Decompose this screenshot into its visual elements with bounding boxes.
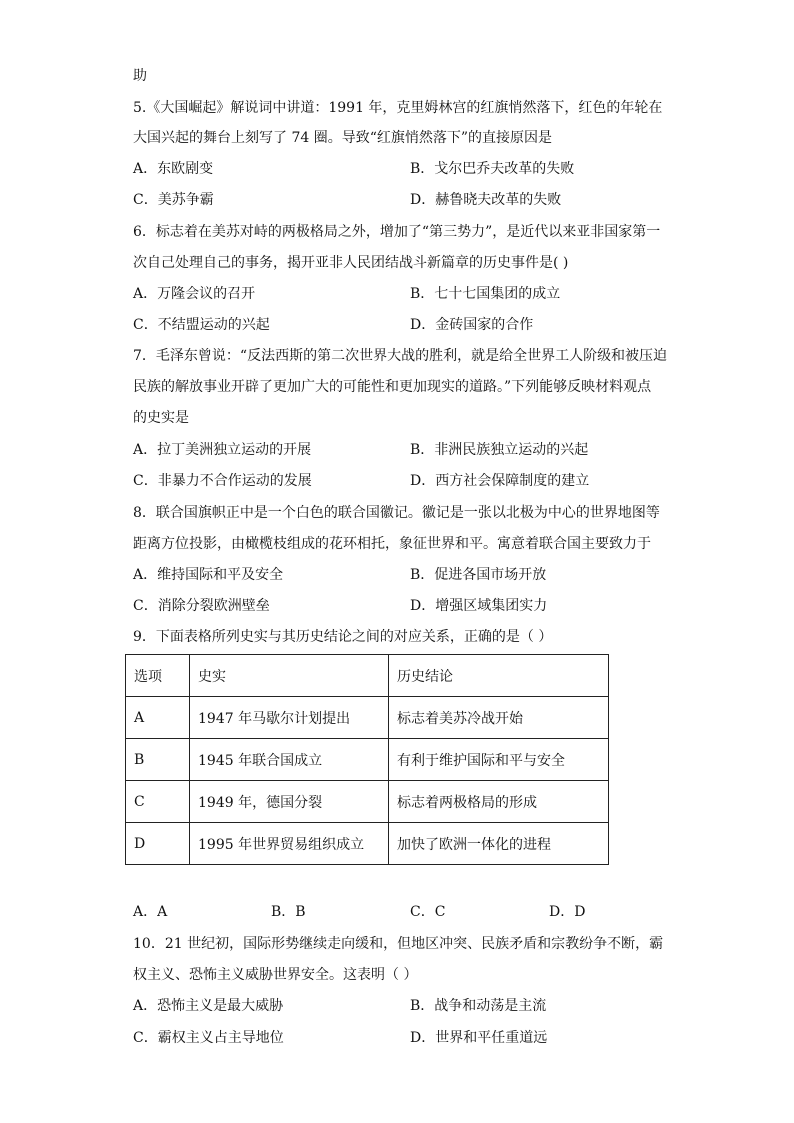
- q8-option-b: B．促进各国市场开放: [410, 567, 547, 583]
- q5-options-row1: [133, 159, 575, 179]
- q7-stem-line2: 民族的解放事业开辟了更加广大的可能性和更加现实的道路。”下列能够反映材料观点: [133, 379, 652, 395]
- q8-option-d: D．增强区域集团实力: [410, 598, 548, 614]
- q10-option-c: C．霸权主义占主导地位: [133, 1030, 284, 1046]
- q8-stem-line1: 8．联合国旗帜正中是一个白色的联合国徽记。徽记是一张以北极为中心的世界地图等: [133, 505, 660, 521]
- q5-option-d: D．赫鲁晓夫改革的失败: [410, 192, 562, 208]
- q10-stem-line2: 权主义、恐怖主义威胁世界安全。这表明（ ）: [133, 967, 418, 983]
- table-cell: 加快了欧洲一体化的进程: [389, 823, 609, 865]
- table-header-cell: 历史结论: [389, 655, 609, 697]
- q5-option-c: C．美苏争霸: [133, 192, 214, 208]
- q8-option-a: A．维持国际和平及安全: [133, 567, 284, 583]
- table-row: [126, 739, 609, 781]
- q7-option-d: D．西方社会保障制度的建立: [410, 473, 590, 489]
- q6-option-b: B．七十七国集团的成立: [410, 286, 561, 302]
- q7-option-c: C．非暴力不合作运动的发展: [133, 473, 312, 489]
- table-row: [126, 823, 609, 865]
- table-header-cell: 选项: [126, 655, 190, 697]
- table-cell: 有利于维护国际和平与安全: [389, 739, 609, 781]
- q10-option-a: A．恐怖主义是最大威胁: [133, 998, 284, 1014]
- q6-stem-line2: 次自己处理自己的事务，揭开亚非人民团结战斗新篇章的历史事件是( ): [133, 255, 569, 271]
- q7-option-b: B．非洲民族独立运动的兴起: [410, 442, 589, 458]
- q5-option-a: A．东欧剧变: [133, 161, 214, 177]
- q9-option-a: A．A: [133, 904, 168, 920]
- q9-stem-line1: 9．下面表格所列史实与其历史结论之间的对应关系，正确的是（ ）: [133, 629, 553, 645]
- q6-stem-line1: 6．标志着在美苏对峙的两极格局之外，增加了“第三势力”，是近代以来亚非国家第一: [133, 224, 661, 240]
- table-cell: A: [126, 697, 190, 739]
- q6-option-a: A．万隆会议的召开: [133, 286, 256, 302]
- q7-stem-line1: 7．毛泽东曾说：“反法西斯的第二次世界大战的胜利，就是给全世界工人阶级和被压迫: [133, 348, 668, 364]
- q7-options-row1: [133, 440, 589, 460]
- table-header-cell: 史实: [190, 655, 389, 697]
- q10-options-row1: [133, 996, 547, 1016]
- continued-text: 助: [133, 68, 147, 84]
- table-cell: 标志着美苏冷战开始: [389, 697, 609, 739]
- table-cell: B: [126, 739, 190, 781]
- table-row: [126, 697, 609, 739]
- table-cell: D: [126, 823, 190, 865]
- q5-stem-line1: 5.《大国崛起》解说词中讲道：1991 年，克里姆林宫的红旗悄然落下，红色的年轮在: [133, 100, 663, 116]
- q9-option-d: D．D: [549, 904, 586, 920]
- q8-options-row2: [133, 596, 548, 616]
- q9-table: [125, 654, 609, 865]
- q8-option-c: C．消除分裂欧洲壁垒: [133, 598, 270, 614]
- q6-option-c: C．不结盟运动的兴起: [133, 317, 270, 333]
- q10-option-d: D．世界和平任重道远: [410, 1030, 548, 1046]
- table-cell: C: [126, 781, 190, 823]
- q9-option-b: B．B: [271, 904, 306, 920]
- q7-stem-line3: 的史实是: [133, 410, 189, 426]
- table-cell: 1947 年马歇尔计划提出: [190, 697, 389, 739]
- q7-option-a: A．拉丁美洲独立运动的开展: [133, 442, 312, 458]
- q5-options-row2: [133, 190, 562, 210]
- q8-stem-line2: 距离方位投影，由橄榄枝组成的花环相托，象征世界和平。寓意着联合国主要致力于: [133, 536, 651, 552]
- q6-option-d: D．金砖国家的合作: [410, 317, 534, 333]
- q5-stem-line2: 大国兴起的舞台上刻写了 74 圈。导致“红旗悄然落下”的直接原因是: [133, 130, 553, 146]
- table-row: [126, 781, 609, 823]
- table-cell: 1995 年世界贸易组织成立: [190, 823, 389, 865]
- q9-option-c: C．C: [410, 904, 446, 920]
- q6-options-row2: [133, 315, 534, 335]
- q8-options-row1: [133, 565, 547, 585]
- q6-options-row1: [133, 284, 561, 304]
- q7-options-row2: [133, 471, 590, 491]
- q10-options-row2: [133, 1028, 548, 1048]
- table-cell: 1949 年，德国分裂: [190, 781, 389, 823]
- q10-option-b: B．战争和动荡是主流: [410, 998, 547, 1014]
- q10-stem-line1: 10．21 世纪初，国际形势继续走向缓和，但地区冲突、民族矛盾和宗教纷争不断，霸: [133, 936, 664, 952]
- q5-option-b: B．戈尔巴乔夫改革的失败: [410, 161, 575, 177]
- table-header-row: [126, 655, 609, 697]
- table-cell: 标志着两极格局的形成: [389, 781, 609, 823]
- table-cell: 1945 年联合国成立: [190, 739, 389, 781]
